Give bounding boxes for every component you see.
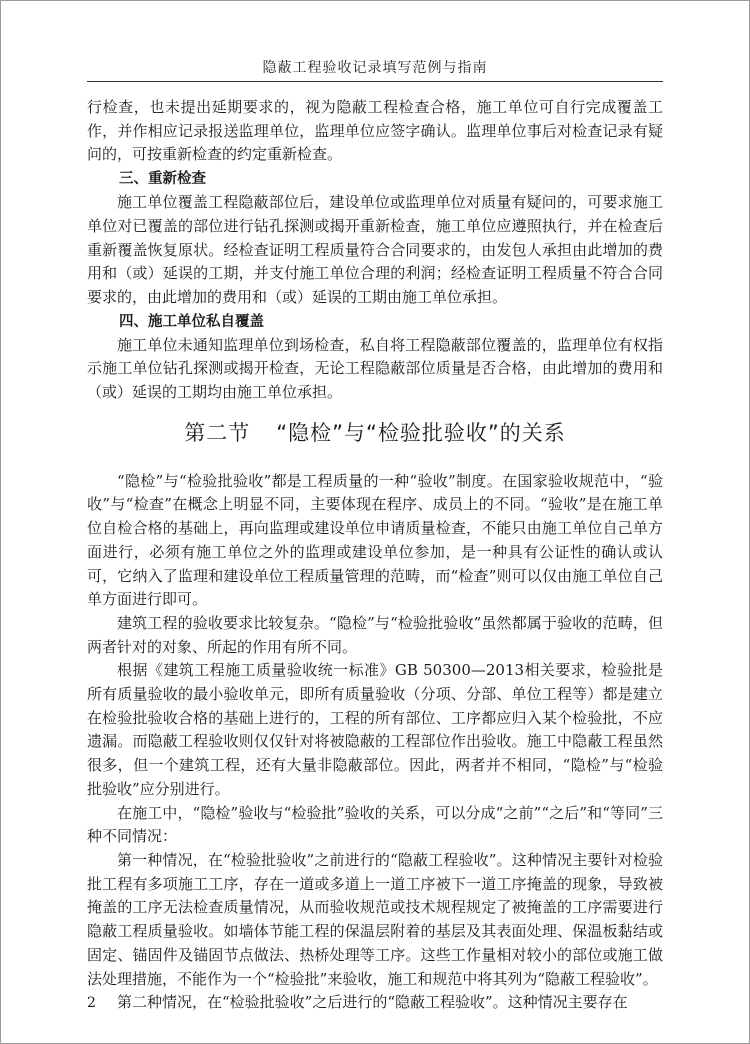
paragraph: 根据《建筑工程施工质量验收统一标准》GB 50300—2013相关要求，检验批是所有质量验收的最小验收单元，即所有质量验收（分项、分部、单位工程等）都是建立在检验批验收合格的基础上进行的，工程的所有部位、工序都应归入某个检验批，不应遗漏。而隐蔽工程验收则仅仅针对将被隐蔽的工程部位作出验收。施工中隐蔽工程虽然很多，但一个建筑工程，还有大量非隐蔽部位。因此，两者并不相同，“隐检”与“检验批验收”应分别进行。: [87, 661, 663, 798]
section-title: “隐检”与“检验批验收”的关系: [276, 420, 566, 445]
paragraph: 行检查，也未提出延期要求的，视为隐蔽工程检查合格，施工单位可自行完成覆盖工作，并作相应记录报送监理单位，监理单位应签字确认。监理单位事后对检查记录有疑问的，可按重新检查的约定重新检查。: [87, 98, 663, 164]
paragraph: 施工单位未通知监理单位到场检查，私自将工程隐蔽部位覆盖的，监理单位有权指示施工单位钻孔探测或揭开检查，无论工程隐蔽部位质量是否合格，由此增加的费用和（或）延误的工期均由施工单位承担。: [87, 335, 663, 402]
running-header: [1, 1, 749, 81]
header-rule: [87, 81, 663, 82]
subheading-private-covering: 四、施工单位私自覆盖: [119, 313, 264, 330]
running-header-title: 隐蔽工程验收记录填写范例与指南: [262, 60, 488, 76]
subheading-recheck: 三、重新检查: [119, 171, 206, 188]
paragraph: 第二种情况，在“检验批验收”之后进行的“隐蔽工程验收”。这种情况主要存在: [117, 993, 628, 1012]
section-number: 第二节: [184, 420, 251, 445]
page-number: 2: [87, 995, 96, 1011]
paragraph: “隐检”与“检验批验收”都是工程质量的一种“验收”制度。在国家验收规范中，“验收”与“检查”在概念上明显不同，主要体现在程序、成员上的不同。“验收”是在施工单位自检合格的基础上，再向监理或建设单位申请质量检查，不能只由施工单位自己单方面进行，必须有施工单位之外的监理或建设单位参加，是一种具有公证性的确认或认可，它纳入了监理和建设单位工程质量管理的范畴，而“检查”则可以仅由施工单位自己单方面进行即可。: [87, 471, 663, 609]
paragraph: 施工单位覆盖工程隐蔽部位后，建设单位或监理单位对质量有疑问的，可要求施工单位对已覆盖的部位进行钻孔探测或揭开重新检查，施工单位应遵照执行，并在检查后重新覆盖恢复原状。经检查证明工程质量符合合同要求的，由发包人承担由此增加的费用和（或）延误的工期，并支付施工单位合理的利润；经检查证明工程质量不符合合同要求的，由此增加的费用和（或）延误的工期由施工单位承担。: [87, 193, 663, 306]
paragraph: 第一种情况，在“检验批验收”之前进行的“隐蔽工程验收”。这种情况主要针对检验批工程有多项施工工序，存在一道或多道上一道工序被下一道工序掩盖的现象，导致被掩盖的工序无法检查质量情况，从而验收规范或技术规程规定了被掩盖的工序需要进行隐蔽工程质量验收。如墙体节能工程的保温层附着的基层及其表面处理、保温板黏结或固定、锚固件及锚固节点做法、热桥处理等工序。这些工作量相对较小的部位或施工做法处理措施，不能作为一个“检验批”来验收，施工和规范中将其列为“隐蔽工程验收”。: [87, 850, 663, 988]
paragraph: 在施工中，“隐检”验收与“检验批”验收的关系，可以分成“之前”“之后”和“等同”三种不同情况：: [87, 803, 663, 846]
paragraph: 建筑工程的验收要求比较复杂。“隐检”与“检验批验收”虽然都属于验收的范畴，但两者针对的对象、所起的作用有所不同。: [87, 613, 663, 656]
page-body: [87, 96, 663, 1015]
section-heading: [87, 418, 663, 448]
